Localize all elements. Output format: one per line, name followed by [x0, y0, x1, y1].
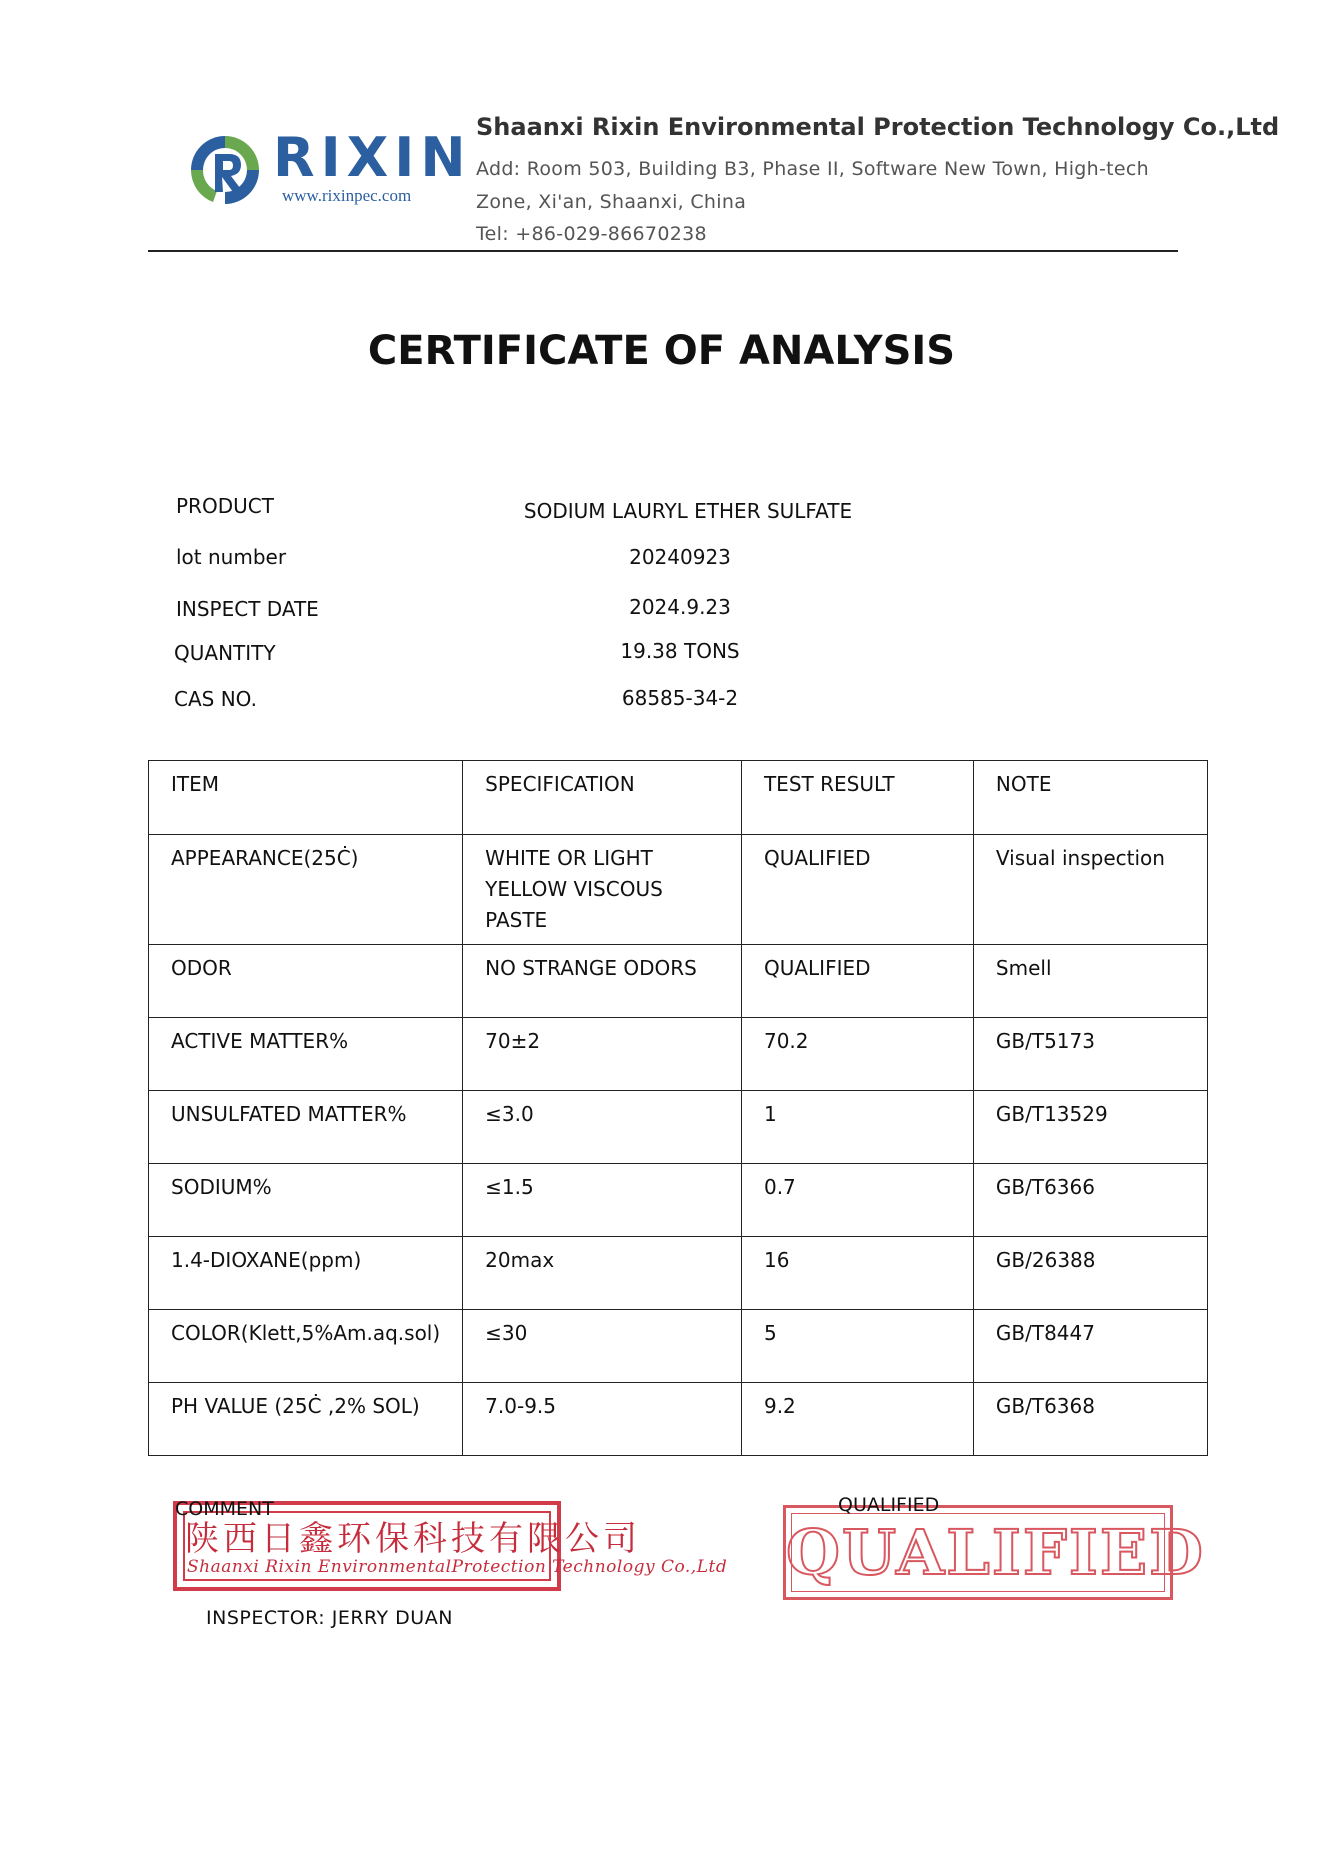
table-row: [149, 1383, 1208, 1456]
table-cell: 70.2: [741, 1018, 973, 1091]
company-seal-chinese-text: 陕西日鑫环保科技有限公司: [185, 1519, 641, 1559]
table-cell: SODIUM%: [149, 1164, 463, 1237]
table-cell: 0.7: [741, 1164, 973, 1237]
table-cell: QUALIFIED: [741, 945, 973, 1018]
table-cell: ODOR: [149, 945, 463, 1018]
logo-website: www.rixinpec.com: [282, 186, 412, 205]
table-cell: 16: [741, 1237, 973, 1310]
cas-number-label: CAS NO.: [174, 687, 257, 711]
table-cell: 9.2: [741, 1383, 973, 1456]
comment-label: COMMENT: [175, 1498, 274, 1520]
table-cell: GB/T6366: [973, 1164, 1207, 1237]
table-cell: ≤3.0: [463, 1091, 742, 1164]
quantity-value: 19.38 TONS: [620, 639, 740, 663]
table-cell: Smell: [973, 945, 1207, 1018]
inspector-name: INSPECTOR: JERRY DUAN: [206, 1607, 453, 1629]
table-cell: APPEARANCE(25Ċ): [149, 835, 463, 945]
lot-number-value: 20240923: [629, 545, 731, 569]
table-cell: COLOR(Klett,5%Am.aq.sol): [149, 1310, 463, 1383]
table-row: [149, 835, 1208, 945]
table-cell: 20max: [463, 1237, 742, 1310]
table-cell: GB/T13529: [973, 1091, 1207, 1164]
table-header-row: [149, 761, 1208, 835]
table-cell: QUALIFIED: [741, 835, 973, 945]
qualified-stamp: [783, 1505, 1205, 1600]
table-cell: GB/T6368: [973, 1383, 1207, 1456]
table-cell: ≤30: [463, 1310, 742, 1383]
cas-number-value: 68585-34-2: [621, 686, 739, 710]
table-cell: PH VALUE (25Ċ ,2% SOL): [149, 1383, 463, 1456]
table-row: [149, 1164, 1208, 1237]
logo-wordmark: RIXIN: [273, 126, 472, 189]
lot-number-label: lot number: [176, 545, 287, 569]
table-row: [149, 1091, 1208, 1164]
company-name: Shaanxi Rixin Environmental Protection Technology Co.,Ltd: [476, 113, 1280, 141]
document-title: CERTIFICATE OF ANALYSIS: [367, 328, 956, 374]
analysis-table: [148, 760, 1208, 1456]
table-cell: GB/T5173: [973, 1018, 1207, 1091]
table-cell: Visual inspection: [973, 835, 1207, 945]
table-row: [149, 1018, 1208, 1091]
inspect-date-label: INSPECT DATE: [176, 597, 319, 621]
table-row: [149, 1310, 1208, 1383]
table-header-cell: ITEM: [149, 761, 463, 835]
table-cell: WHITE OR LIGHT YELLOW VISCOUS PASTE: [463, 835, 742, 945]
table-header-cell: NOTE: [973, 761, 1207, 835]
table-header-cell: SPECIFICATION: [463, 761, 742, 835]
table-cell: 70±2: [463, 1018, 742, 1091]
rixin-logo-icon: [185, 130, 265, 210]
table-row: [149, 945, 1208, 1018]
company-seal-english-text: Shaanxi Rixin EnvironmentalProtection Technology Co.,Ltd: [187, 1557, 728, 1577]
table-cell: 1.4-DIOXANE(ppm): [149, 1237, 463, 1310]
table-cell: 1: [741, 1091, 973, 1164]
table-cell: 7.0-9.5: [463, 1383, 742, 1456]
qualified-label: QUALIFIED: [838, 1494, 940, 1516]
table-cell: NO STRANGE ODORS: [463, 945, 742, 1018]
table-cell: ACTIVE MATTER%: [149, 1018, 463, 1091]
address-line-1: Add: Room 503, Building B3, Phase II, Software New Town, High-tech: [476, 158, 1149, 180]
quantity-label: QUANTITY: [174, 641, 276, 665]
table-header-cell: TEST RESULT: [741, 761, 973, 835]
table-row: [149, 1237, 1208, 1310]
table-cell: UNSULFATED MATTER%: [149, 1091, 463, 1164]
inspect-date-value: 2024.9.23: [629, 595, 731, 619]
product-value: SODIUM LAURYL ETHER SULFATE: [523, 499, 853, 523]
company-logo: [185, 126, 472, 212]
telephone: Tel: +86-029-86670238: [476, 223, 707, 245]
table-cell: GB/26388: [973, 1237, 1207, 1310]
product-label: PRODUCT: [176, 494, 274, 518]
table-cell: 5: [741, 1310, 973, 1383]
address-line-2: Zone, Xi'an, Shaanxi, China: [476, 191, 747, 213]
table-cell: ≤1.5: [463, 1164, 742, 1237]
table-cell: GB/T8447: [973, 1310, 1207, 1383]
qualified-stamp-text: QUALIFIED: [786, 1516, 1205, 1589]
header-divider: [148, 250, 1178, 252]
